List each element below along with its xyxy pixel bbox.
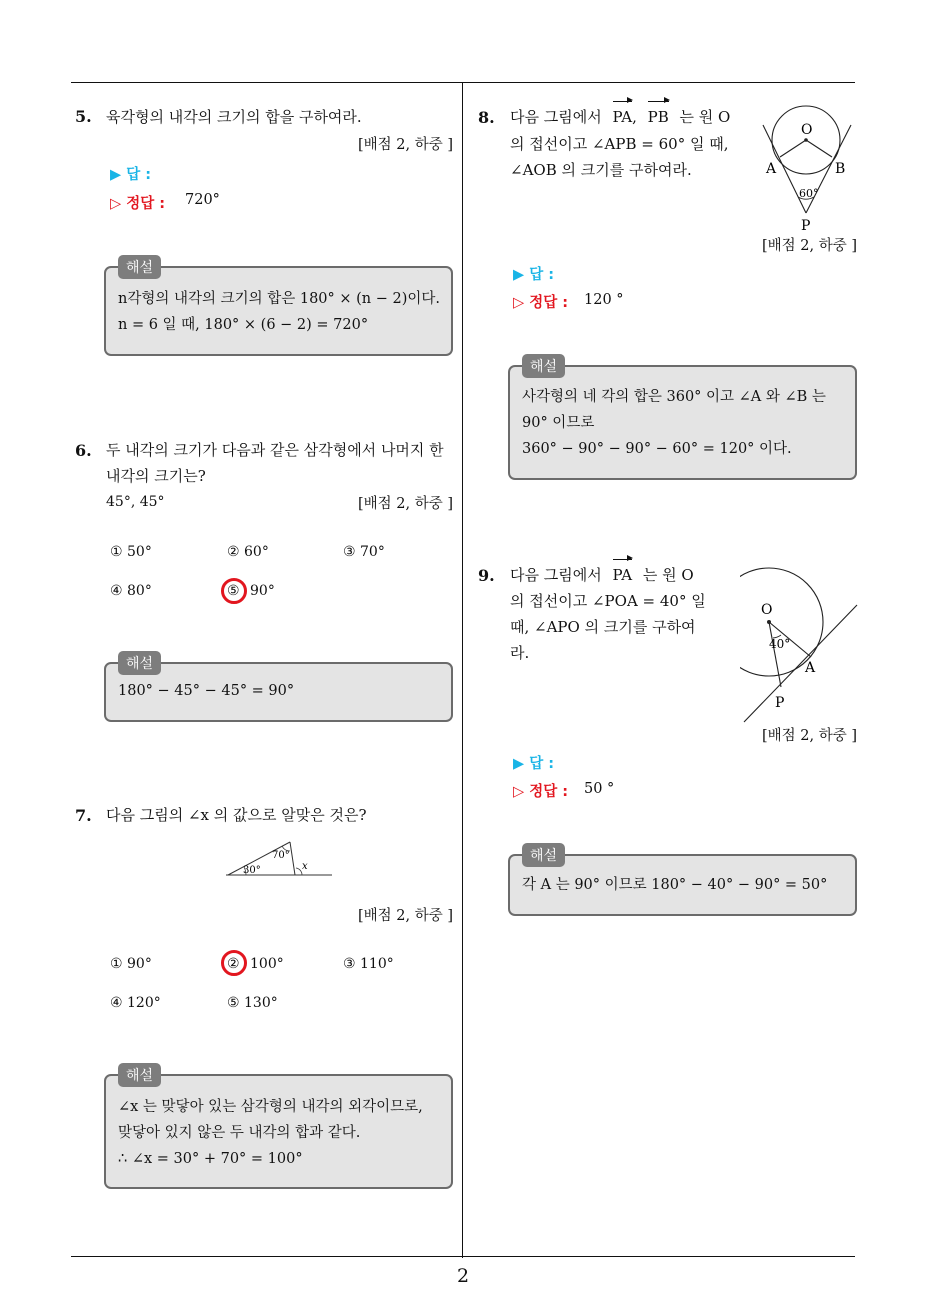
choice-4[interactable]: ④ 80° bbox=[110, 583, 152, 599]
question-text: 내각의 크기는? bbox=[106, 467, 206, 485]
vector-pb: PB bbox=[648, 104, 669, 131]
explanation-line: 360° − 90° − 90° − 60° = 120° 이다. bbox=[522, 441, 792, 457]
question-text: 육각형의 내각의 크기의 합을 구하여라. bbox=[106, 108, 362, 126]
explanation-line: 90° 이므로 bbox=[522, 415, 595, 431]
answer-label: ▶ 답 : bbox=[513, 756, 555, 772]
question-number: 7. bbox=[75, 806, 92, 825]
score-label: [배점 2, 하중 ] bbox=[761, 238, 857, 254]
question-text: 라. bbox=[510, 644, 530, 662]
choice-2[interactable]: ② bbox=[227, 956, 240, 972]
choice-5[interactable]: ⑤ 130° bbox=[227, 995, 278, 1011]
label-o: O bbox=[761, 602, 773, 618]
choice-1[interactable]: ① 90° bbox=[110, 956, 152, 972]
label-60: 60° bbox=[799, 187, 819, 200]
explanation-line: 180° − 45° − 45° = 90° bbox=[118, 683, 295, 699]
vector-pa: PA bbox=[613, 562, 633, 589]
score-label: [배점 2, 하중 ] bbox=[357, 137, 453, 153]
correct-value: 120 ° bbox=[584, 292, 624, 308]
choice-4[interactable]: ④ 120° bbox=[110, 995, 161, 1011]
correct-label: ▷ 정답 : bbox=[513, 295, 569, 311]
bottom-rule bbox=[71, 1256, 855, 1257]
choice-5[interactable]: ⑤ bbox=[227, 583, 240, 599]
page-number: 2 bbox=[456, 1265, 470, 1287]
question-text: 다음 그림에서 PA 는 원 O bbox=[510, 562, 694, 589]
choice-2-value: 100° bbox=[250, 956, 284, 972]
choice-3[interactable]: ③ 70° bbox=[343, 544, 385, 560]
explanation-line: 각 A 는 90° 이므로 180° − 40° − 90° = 50° bbox=[522, 877, 828, 893]
explanation-tab: 해설 bbox=[522, 354, 565, 378]
question-number: 8. bbox=[478, 108, 495, 127]
label-40: 40° bbox=[769, 637, 791, 651]
label-o: O bbox=[801, 122, 813, 138]
question-text: 의 접선이고 ∠POA = 40° 일 bbox=[510, 592, 706, 610]
score-label: [배점 2, 하중 ] bbox=[357, 908, 453, 924]
question-text: 다음 그림의 ∠x 의 값으로 알맞은 것은? bbox=[106, 806, 367, 824]
explanation-tab: 해설 bbox=[118, 255, 161, 279]
explanation-tab: 해설 bbox=[118, 1063, 161, 1087]
column-divider bbox=[462, 82, 463, 1258]
angle-label-70: 70° bbox=[272, 850, 290, 861]
question-text: 두 내각의 크기가 다음과 같은 삼각형에서 나머지 한 bbox=[106, 441, 444, 459]
tangent-circle-figure bbox=[758, 105, 858, 233]
question-number: 9. bbox=[478, 566, 495, 585]
label-a: A bbox=[805, 660, 816, 676]
choice-3[interactable]: ③ 110° bbox=[343, 956, 394, 972]
explanation-line: n = 6 일 때, 180° × (6 − 2) = 720° bbox=[118, 317, 369, 333]
angle-label-30: 30° bbox=[243, 865, 261, 876]
score-label: [배점 2, 하중 ] bbox=[357, 496, 453, 512]
question-text: 다음 그림에서 PA, PB 는 원 O bbox=[510, 104, 730, 131]
label-a: A bbox=[766, 161, 777, 177]
answer-label: ▶ 답 : bbox=[110, 167, 152, 183]
question-number: 6. bbox=[75, 441, 92, 460]
tangent-circle-figure bbox=[740, 565, 860, 725]
score-label: [배점 2, 하중 ] bbox=[761, 728, 857, 744]
label-b: B bbox=[835, 161, 846, 177]
explanation-tab: 해설 bbox=[118, 651, 161, 675]
correct-label: ▷ 정답 : bbox=[513, 784, 569, 800]
correct-value: 50 ° bbox=[584, 781, 615, 797]
correct-label: ▷ 정답 : bbox=[110, 196, 166, 212]
given-angles: 45°, 45° bbox=[106, 494, 165, 510]
explanation-tab: 해설 bbox=[522, 843, 565, 867]
explanation-line: ∴ ∠x = 30° + 70° = 100° bbox=[118, 1151, 303, 1167]
correct-value: 720° bbox=[185, 192, 220, 208]
label-p: P bbox=[801, 218, 811, 233]
label-p: P bbox=[775, 695, 785, 711]
top-rule bbox=[71, 82, 855, 83]
choice-1[interactable]: ① 50° bbox=[110, 544, 152, 560]
explanation-line: ∠x 는 맞닿아 있는 삼각형의 내각의 외각이므로, bbox=[118, 1099, 423, 1115]
choice-2[interactable]: ② 60° bbox=[227, 544, 269, 560]
explanation-line: n각형의 내각의 크기의 합은 180° × (n − 2)이다. bbox=[118, 291, 441, 307]
explanation-line: 사각형의 네 각의 합은 360° 이고 ∠A 와 ∠B 는 bbox=[522, 389, 826, 405]
explanation-line: 맞닿아 있지 않은 두 내각의 합과 같다. bbox=[118, 1125, 361, 1141]
question-text: ∠AOB 의 크기를 구하여라. bbox=[510, 161, 692, 179]
triangle-figure bbox=[220, 836, 335, 881]
vector-pa: PA bbox=[613, 104, 633, 131]
question-text: 때, ∠APO 의 크기를 구하여 bbox=[510, 618, 696, 636]
choice-5-value: 90° bbox=[250, 583, 275, 599]
answer-label: ▶ 답 : bbox=[513, 267, 555, 283]
question-number: 5. bbox=[75, 107, 92, 126]
angle-label-x: x bbox=[302, 861, 308, 872]
question-text: 의 접선이고 ∠APB = 60° 일 때, bbox=[510, 135, 729, 153]
